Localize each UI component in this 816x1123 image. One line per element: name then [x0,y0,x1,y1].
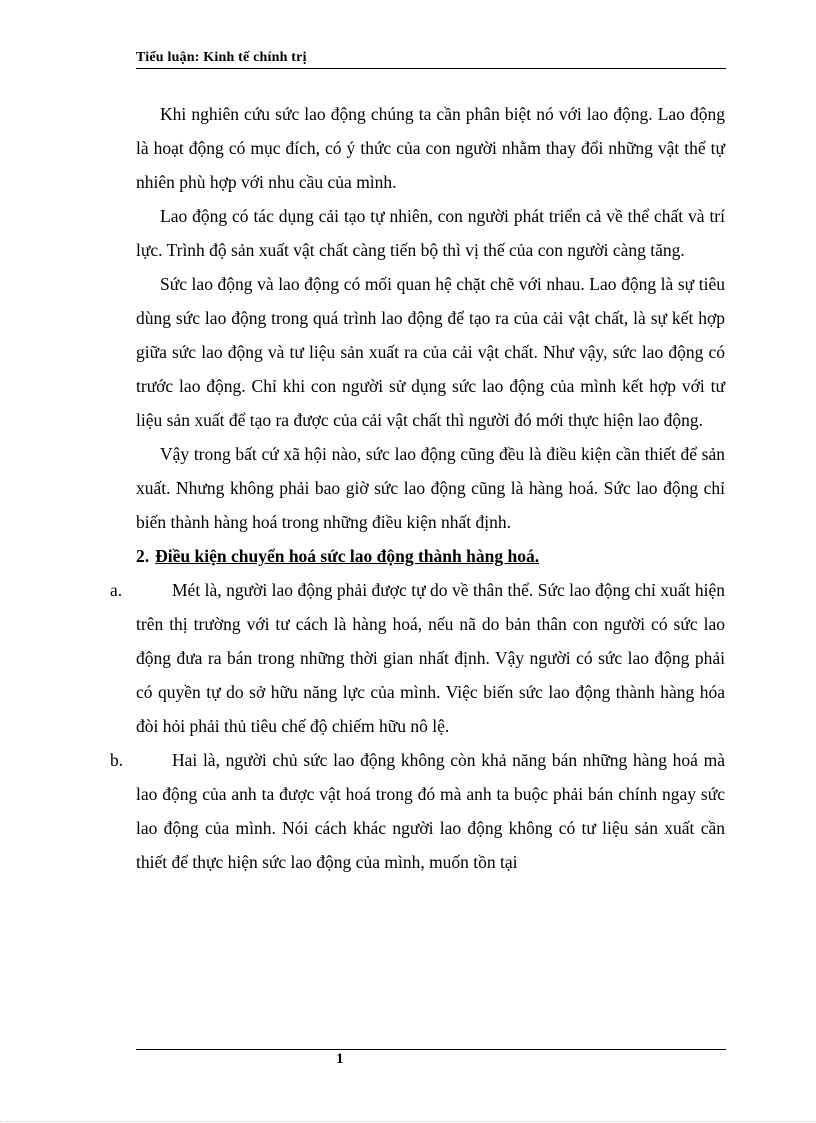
body-paragraph-3: Sức lao động và lao động có mối quan hệ chặt chẽ với nhau. Lao động là sự tiêu dùng sức lao động trong quá trình lao động để tạo ra của cải vật chất, là sự kết hợp giữa sức lao động và tư liệu sản xuất ra của cải vật chất. Như vậy, sức lao động có trước lao động. Chỉ khi con người sử dụng sức lao động của mình kết hợp với tư liệu sản xuất để tạo ra được của cải vật chất thì người đó mới thực hiện lao động. [136,274,725,430]
page-number: 1 [336,1051,344,1067]
list-item-a-text: Mét là, người lao động phải được tự do về thân thể. Sức lao động chỉ xuất hiện trên thị trường với tư cách là hàng hoá, nếu nã do bản thân con người có sức lao động đưa ra bán trong những thời gian nhất định. Vậy người có sức lao động phải có quyền tự do sở hữu năng lực của mình. Việc biến sức lao động thành hàng hóa đòi hỏi phải thủ tiêu chế độ chiếm hữu nô lệ. [136,580,725,736]
section-heading [136,539,725,573]
header-divider [136,68,726,69]
section-title: Điều kiện chuyển hoá sức lao động thành hàng hoá. [155,546,540,566]
body-paragraph-1: Khi nghiên cứu sức lao động chúng ta cần phân biệt nó với lao động. Lao động là hoạt động có mục đích, có ý thức của con người nhằm thay đổi những vật thể tự nhiên phù hợp với nhu cầu của mình. [136,104,725,192]
section-number: 2. [136,546,150,566]
list-item-a [110,573,725,743]
page-bottom-edge [0,1121,816,1122]
list-marker-a: a. [110,580,123,600]
list-item-b-text: Hai là, người chủ sức lao động không còn khả năng bán những hàng hoá mà lao động của anh ta được vật hoá trong đó mà anh ta buộc phải bán chính ngay sức lao động của mình. Nói cách khác người lao động không có tư liệu sản xuất cần thiết để thực hiện sức lao động của mình, muốn tồn tại [136,750,725,872]
document-body [110,97,725,879]
footer-divider [136,1049,726,1050]
body-paragraph-4: Vậy trong bất cứ xã hội nào, sức lao động cũng đều là điều kiện cần thiết để sản xuất. Nhưng không phải bao giờ sức lao động cũng là hàng hoá. Sức lao động chỉ biến thành hàng hoá trong những điều kiện nhất định. [136,444,725,532]
list-marker-b: b. [110,750,124,770]
list-item-b [110,743,725,879]
document-header-title: Tiểu luận: Kinh tế chính trị [136,50,307,65]
body-paragraph-2: Lao động có tác dụng cải tạo tự nhiên, con người phát triển cả về thể chất và trí lực. Trình độ sản xuất vật chất càng tiến bộ thì vị thế của con người càng tăng. [136,206,725,260]
